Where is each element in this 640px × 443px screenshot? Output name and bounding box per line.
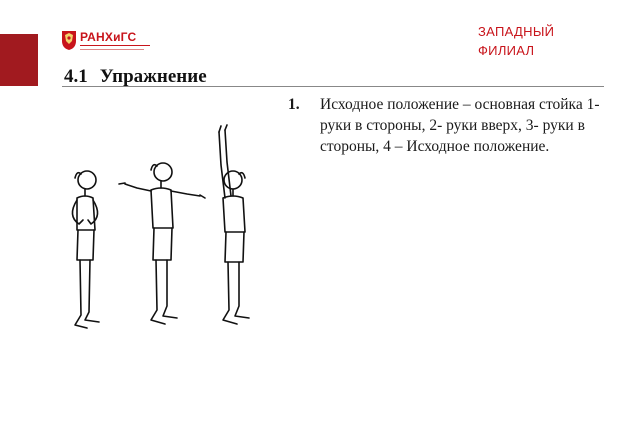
exercise-illustration <box>55 120 275 345</box>
branch-line-2: ФИЛИАЛ <box>478 43 535 58</box>
title-text: Упражнение <box>99 66 207 87</box>
figure-arms-up <box>219 125 249 324</box>
page-title <box>64 66 207 88</box>
title-divider <box>62 86 604 87</box>
exercise-number: 1. <box>288 96 300 113</box>
branch-line-1: ЗАПАДНЫЙ <box>478 24 555 39</box>
title-number: 4.1 <box>64 66 88 87</box>
logo-name: РАНХиГС <box>80 30 137 44</box>
logo-underline <box>80 45 150 47</box>
ranepa-emblem-icon <box>60 29 78 51</box>
figure-start-position <box>72 171 99 328</box>
ranepa-logo <box>60 29 150 57</box>
figure-arms-sideways <box>119 163 205 324</box>
logo-subline <box>80 49 144 50</box>
accent-bar <box>0 34 38 86</box>
branch-label <box>478 22 554 60</box>
exercise-text: Исходное положение – основная стойка 1- руки в стороны, 2- руки вверх, 3- руки в стороны, 4 – Исходное положение. <box>320 96 600 155</box>
